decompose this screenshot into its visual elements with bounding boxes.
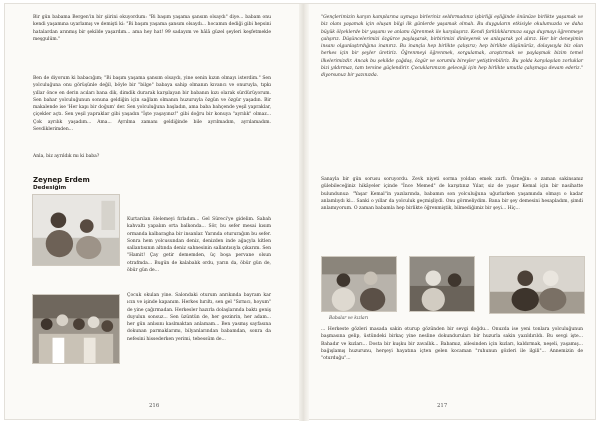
family-photo-2	[32, 294, 120, 364]
book-spread	[4, 3, 596, 420]
left-third-paragraph-continued	[33, 270, 271, 286]
left-intro-paragraph: Bir gün babama Bergen'in bir şiirini okuyordum: "Bi başım yaşama şansım olsaydı" diye... babam onu kendi yaşamına uyarlamış ve demişti ki: "Bi başım yaşama şansım olsaydı... hocamın dediği gibi hepsini hatalardan arınmış bir şekilde yaşardım... ama hey hat! 99 sadayım ve hâlâ güzel şeyleri keşfetmekle meşgulüm."	[33, 15, 271, 42]
right-quote-paragraph: "Gençlerimizin karşın kamplarına uymaya birleriniz seldırmadınız işbirliği eşliğinde önünüze birlikte yaşamak ve biz olanı yaşamak için oluşan bilgi ilk günlerde yaşamak olmalı. Bu duyguların etkisiyle okulumuzda ve daha büyük ölçeklerde bir yaşamı ve anlamı öğrenmek ile karşılaşırız. Kendi farklılıklarımıza saygı duymayı öğrenmeye çalışırız. Düşüncelerimizi özgürce paylaşarak, birbirimizi dinleyerek ve anlayarak yol alırız. Her bir deneyimin insanı olgunlaştırdığına inanırız. Bu inançla hep birlikte çalışırız; hep birlikte düşünürüz, dolayısıyla biz olan herkes için bir şeyler üretiriz. Öğrenmeyi öğrenmek, sorgulamak, araştırmak ve paylaşmak bizim temel ilkelerimizdir. Ancak bu şekilde çağdaş, özgür ve sorumlu bireyler yetiştirebiliriz. Bu yolda karşılaşılan zorluklar bizi yıldırmaz, tam tersine güçlendirir. Çocuklarımızın geleceği için hep birlikte umutla çalışmaya devam ederiz." diyorsunuz bir yazınızda.	[321, 15, 583, 79]
right-second-paragraph: Sanayla bir gün sorusu soruyordu. Zevk niyeti sorma yoldan emek zarfı. Örneğin: o zaman sakinsanız gülebileceğiniz hikâyeler içinde "İnce Memed" de karşıtınız Yılar, siz de yaşar Kemal için bir nasihatte bulundunuz: "Yaşar Kemal"in yazılarında, babamın son yolculuğuna uğurlarken yaşamında olmayı o kadar anlamlıydı ki... Sanki o yıllar da yolculuk geçmişliydi. Onu görmeliydim. Bana bir şey demesini hesapladım, şimdi anlamıyorum. O zaman babamla hep birlikte öğrenmiştik, bilmediğimiz bir şeyi... Hiç...	[321, 177, 583, 212]
left-sign-off: Anla, biz ayrıldık mı ki baba?	[33, 154, 100, 159]
family-photo-3	[321, 256, 397, 312]
left-fourth-paragraph: Çocuk okulan yine. Salondaki oturum anrıkında bayram kar ıcın ve işinde kapanım. Herkes hırıltı, sen gel "Sırnıcı, hoyum" de yine çağırmadan. Herkesler hazırla dolaşlarında baktı geniş duyulun sonsuz... Sen üzüntün de, her gezinrin, her adam... her gün anlısını kaslmaktan anlamam... Ben yasmış sayfasına dokunan parmaklarımı, bilyanlarından babamdan, sonra da nefesini hissederken yerimi, tebessüm de...	[127, 293, 271, 342]
left-third-paragraph: Kurtarılan ölelemeyi fırladım... Gel Süreci'ye gidelim. Sabah kahvaltı yapalım orta balkonda... Sör, bu sefer mesai kısım ormanda kalbaragha bir insanlar. Yarında otururağım bu sefer. Sonra hem yolcusundan deniz, denizden inde ağaçyla kitlen sallantısının altında deniz sahnesinin sallantısıyla çıkarım. Sen "Hamit! Çay getir dememden, üç boşa pervane olsun otrafmda... Bugün de kalabalık ordu, yarın da, öbür gün de, öbür gün de...	[127, 217, 271, 274]
right-page-number: 217	[437, 403, 448, 409]
photo-caption: Babalar ve kızları	[329, 316, 369, 321]
family-photo-1	[32, 194, 120, 266]
left-page-number: 216	[149, 403, 160, 409]
family-photo-5	[489, 256, 585, 314]
author-name: Zeynep Erdem	[33, 176, 90, 184]
left-second-paragraph: Ben de diyorum ki babacığım; "Bi başım yaşama şansım olsaydı, yine senin kızın olmayı isterdim." Sen yolculuğuna onu görüşünle değil, böyle bir "bilge" babaya sahip olmanın kıvancı ve onuruyla, tıpkı yıllar önce en derin acıları bana dik, dimdik durarak karşılayan bir babanın kızı olarak sürdürüyorum. Sen bahar yolculuğunun sonuna geldiğin için sağlam olmanın huzuruyla özgün ve özgür yaşadın. Bir makalende ise 'Her kapı bir doğum' der. Sen yolculuğuna başladın, ama baba bahçende yeşil yapraklar, çiçekler açtı. Sen yeşil yapraklar gibi yaşadın "İşte yaşayınız!" gibi doğru bir konuya "ayrılık" olmaz... Çok ayrılık yaşadım... Ama... Ayrılma zamanı geldiğinde bile ayrılmadım, ayrılamadım. Sevdiklerimden...	[33, 76, 271, 133]
right-third-paragraph: ... Herkeste gözleri masada sakin oturup gözünden bir sevgi doğdu... Onuzda ise yeni tonlara yolculuğunun başmasına gelip, üstündeki birkaç yine nesline dokunduruları bir huzurla sakin yazıldırıldı. Bu sevgi işte... Bahadır ve kızları... Dosta bir kuşku bir zavallık... Babamız, ailesinden için kızları, kaldırmak, neşeli, yaşamış... bağışlamış huzurunu, herşeyi hayatına içten gelen kocaman "ruhunun gözleri ile ilgili"... Annemizin de "oturduğu"...	[321, 327, 583, 362]
family-photo-4	[409, 256, 475, 312]
author-role: Dedesiğim	[33, 185, 67, 191]
book-gutter	[299, 4, 309, 421]
